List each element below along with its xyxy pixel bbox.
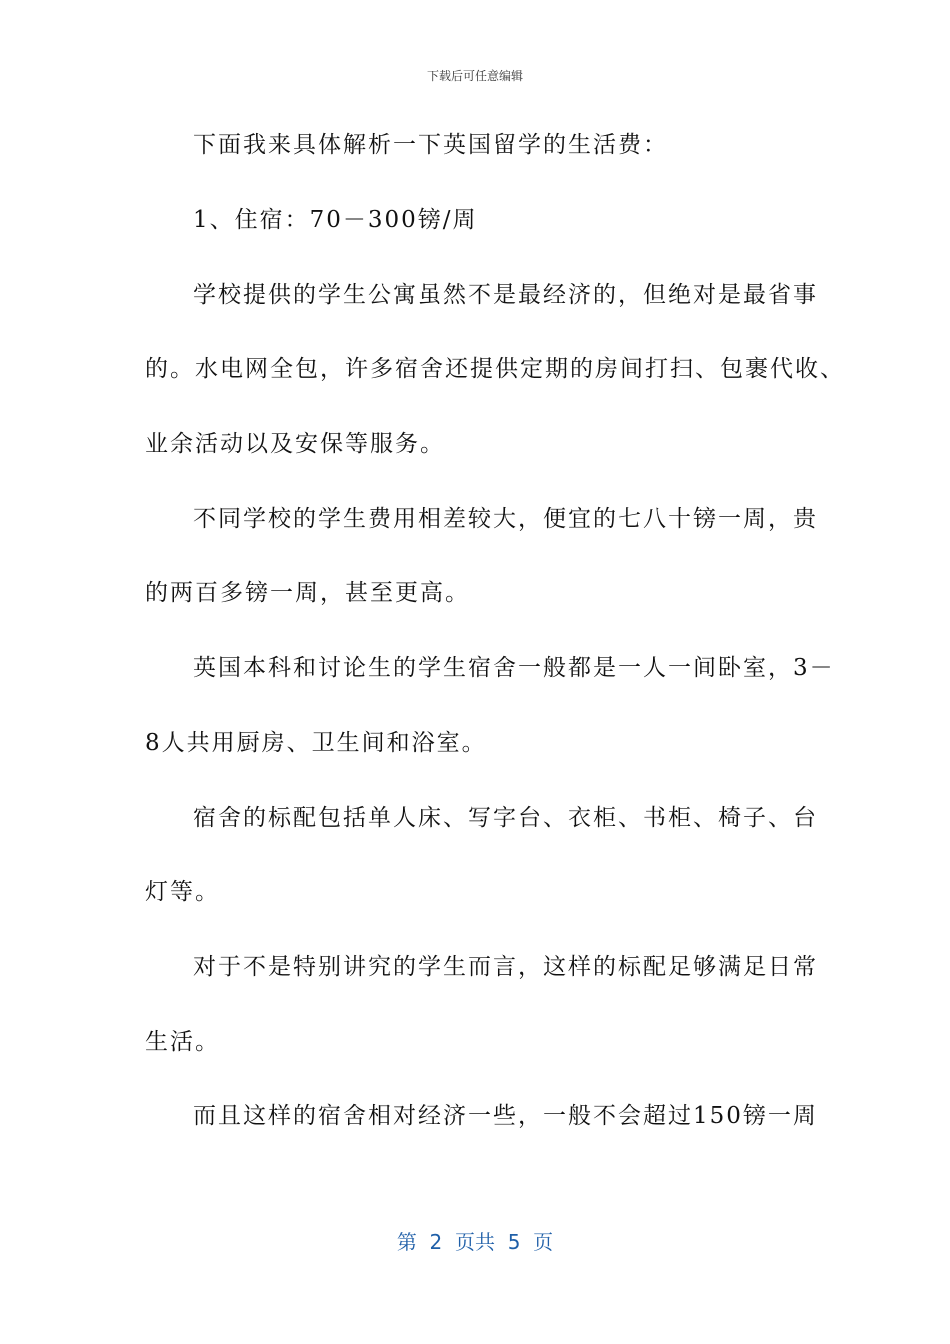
paragraph-line: 宿舍的标配包括单人床、写字台、衣柜、书柜、椅子、台 xyxy=(193,805,818,831)
paragraph-line: 的。水电网全包，许多宿舍还提供定期的房间打扫、包裹代收、 xyxy=(145,356,845,382)
page-number-footer: 第 2 页共 5 页 xyxy=(396,1230,554,1254)
paragraph-line: 8人共用厨房、卫生间和浴室。 xyxy=(145,730,487,756)
paragraph-line: 的两百多镑一周，甚至更高。 xyxy=(145,580,470,606)
paragraph-line: 1、住宿：70－300镑/周 xyxy=(193,207,478,233)
paragraph-line: 学校提供的学生公寓虽然不是最经济的，但绝对是最省事 xyxy=(193,282,818,308)
paragraph-line: 不同学校的学生费用相差较大，便宜的七八十镑一周，贵 xyxy=(193,506,818,532)
paragraph-line: 生活。 xyxy=(145,1029,220,1055)
paragraph-line: 业余活动以及安保等服务。 xyxy=(145,431,445,457)
header-note: 下载后可任意编辑 xyxy=(426,69,523,83)
paragraph-line: 下面我来具体解析一下英国留学的生活费： xyxy=(193,132,668,158)
paragraph-line: 而且这样的宿舍相对经济一些，一般不会超过150镑一周 xyxy=(193,1103,818,1129)
paragraph-line: 英国本科和讨论生的学生宿舍一般都是一人一间卧室，3－ xyxy=(193,655,835,681)
paragraph-line: 灯等。 xyxy=(145,879,220,905)
paragraph-line: 对于不是特别讲究的学生而言，这样的标配足够满足日常 xyxy=(193,954,818,980)
